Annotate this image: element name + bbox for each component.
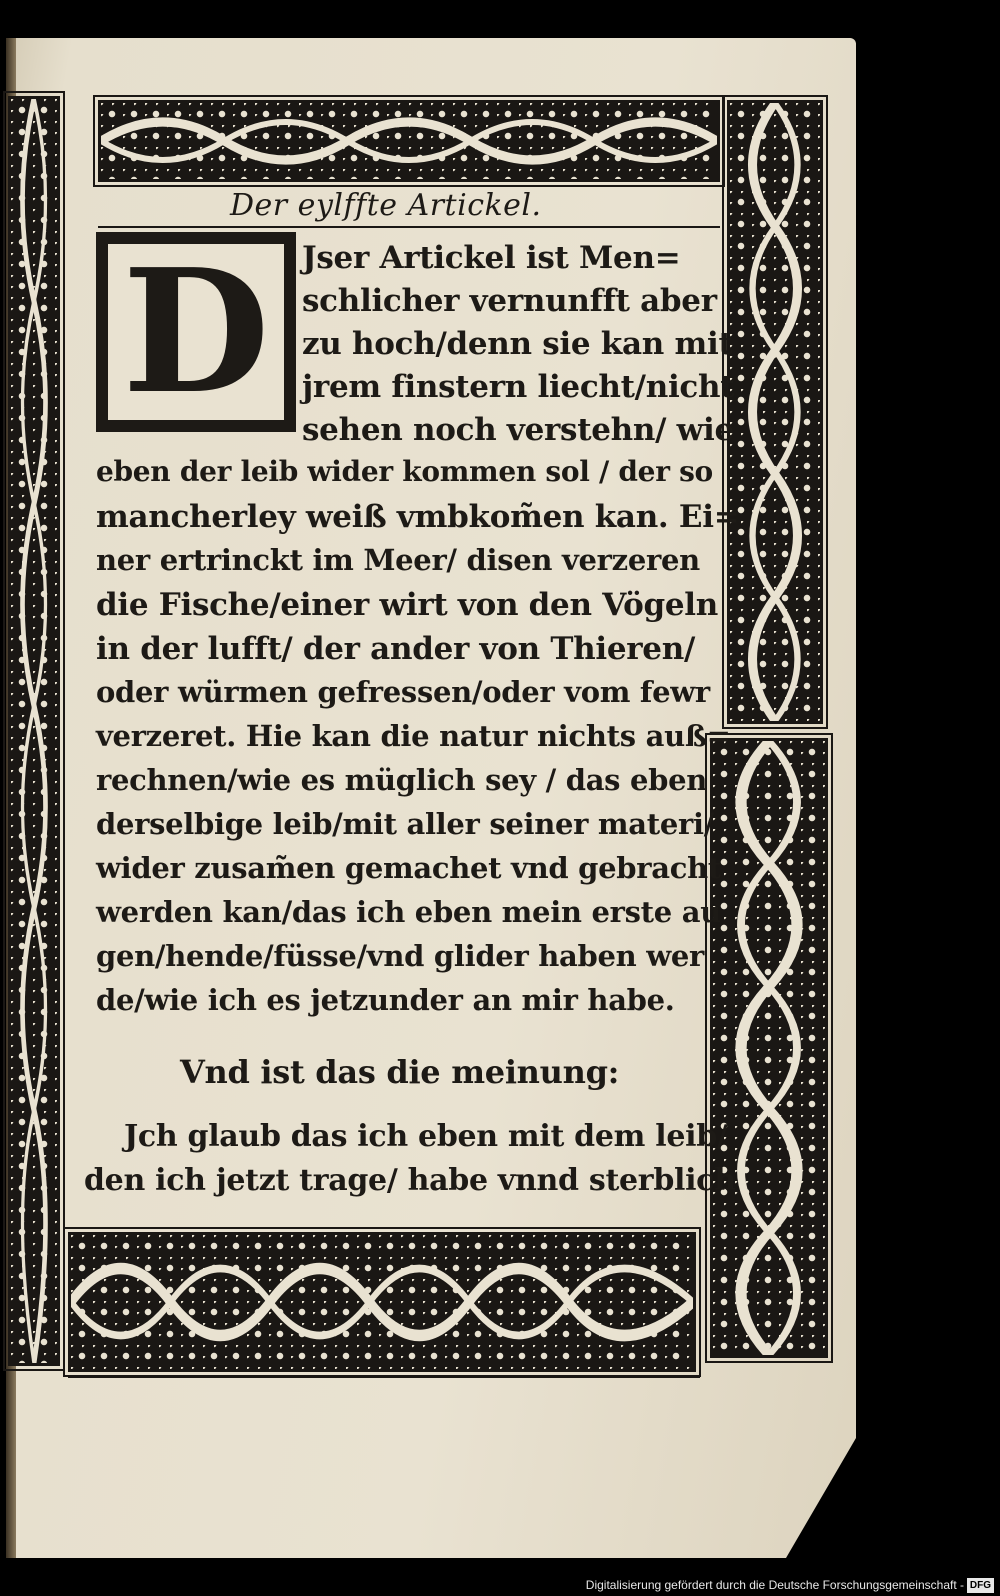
body-line: werden kan/das ich eben mein erste au <box>96 895 721 929</box>
body-line: verzeret. Hie kan die natur nichts auß= <box>96 719 731 753</box>
initial-letter: D <box>122 232 270 432</box>
body-line: Jser Artickel ist Men= <box>302 240 681 276</box>
body-line: de/wie ich es jetzunder an mir habe. <box>96 983 675 1017</box>
body-line: derselbige leib/mit aller seiner materi/ <box>96 807 715 841</box>
body-line: wider zusam̃en gemachet vnd gebracht <box>96 851 721 885</box>
body-line: ner ertrinckt im Meer/ disen verzeren <box>96 543 700 577</box>
closing-line: den ich jetzt trage/ habe vnnd sterblich <box>84 1163 736 1198</box>
body-line: die Fische/einer wirt von den Vögeln <box>96 587 719 623</box>
ornamental-border-right-lower <box>710 738 828 1358</box>
body-line: gen/hende/füsse/vnd glider haben wer <box>96 939 704 973</box>
dfg-logo: DFG <box>967 1578 994 1593</box>
closing-line: Jch glaub das ich eben mit dem leib/ <box>124 1119 728 1154</box>
body-line: jrem finstern liecht/nicht <box>302 369 735 405</box>
body-line: rechnen/wie es müglich sey / das eben <box>96 763 708 797</box>
ornamental-border-top <box>98 100 720 182</box>
bottom-rule <box>68 1376 700 1378</box>
body-line: zu hoch/denn sie kan mit <box>302 326 733 362</box>
article-heading: Der eylffte Artickel. <box>230 188 542 223</box>
body-line: oder würmen gefressen/oder vom fewr <box>96 675 710 709</box>
ornamental-border-right-upper <box>727 100 823 724</box>
body-line: mancherley weiß vmbkom̃en kan. Ei= <box>96 499 740 535</box>
body-line: sehen noch verstehn/ wie <box>302 412 734 448</box>
body-line: in der lufft/ der ander von Thieren/ <box>96 631 695 667</box>
decorated-initial <box>96 232 296 432</box>
funding-credit: Digitalisierung gefördert durch die Deutsche Forschungsgemeinschaft - <box>585 1578 964 1592</box>
torn-corner <box>786 1438 856 1558</box>
heading-rule <box>98 226 720 228</box>
body-line: eben der leib wider kommen sol / der so <box>96 455 713 488</box>
subheading: Vnd ist das die meinung: <box>180 1053 620 1091</box>
ornamental-border-bottom <box>68 1232 696 1372</box>
ornamental-border-left <box>8 96 60 1366</box>
body-line: schlicher vernunfft aber <box>302 283 717 319</box>
